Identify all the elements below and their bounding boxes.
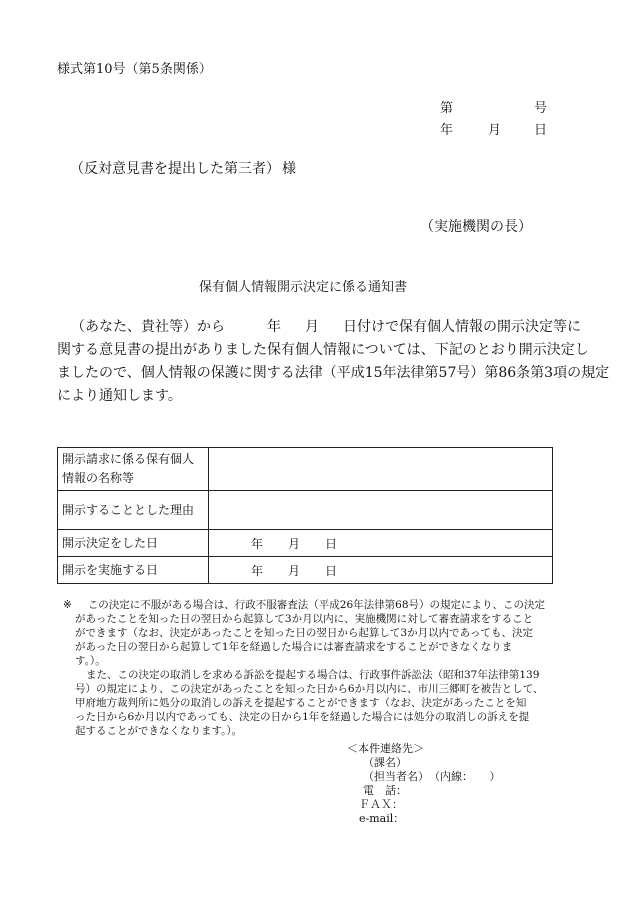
note-line: があったことを知った日の翌日から起算して3か月以内に、実施機関に対して審査請求をすること xyxy=(75,613,534,625)
row-value-document xyxy=(209,448,553,491)
row-label-disclosure-date: 開示を実施する日 xyxy=(58,557,209,584)
note-line: った日から6か月以内であっても、決定の日から1年を経過した場合には処分の取消しの訴えを提 xyxy=(75,711,530,723)
table-row xyxy=(58,448,553,491)
row-value-reason xyxy=(209,491,553,530)
table-row xyxy=(58,557,553,584)
note-line: す。）。 xyxy=(75,655,106,667)
row-value-decision-date: 年 月 日 xyxy=(209,530,553,557)
issuer: （実施機関の長） xyxy=(420,219,532,235)
doc-date-day: 日 xyxy=(534,123,548,138)
body-paragraph xyxy=(57,316,610,408)
doc-date-year: 年 xyxy=(440,123,454,138)
form-number: 様式第10号（第5条関係） xyxy=(57,62,212,77)
row-label-reason: 開示することとした理由 xyxy=(58,491,209,530)
body-line-1-year: 年 xyxy=(267,319,281,335)
recipient-honorific: 様 xyxy=(282,161,296,177)
contact-phone: 電 話： xyxy=(363,784,407,797)
note-line: ※ この決定に不服がある場合は、行政不服審査法（平成26年法律第68号）の規定により、この決定 xyxy=(63,599,546,611)
row-label-decision-date: 開示決定をした日 xyxy=(58,530,209,557)
table-row xyxy=(58,491,553,530)
note-line: ができます（なお、決定があったことを知った日の翌日から起算して3か月以内であっても、決定 xyxy=(75,627,533,639)
body-line-1 xyxy=(57,316,581,339)
row-value-disclosure-date: 年 月 日 xyxy=(209,557,553,584)
note-line: 号）の規定により、この決定があったことを知った日から6か月以内に、市川三郷町を被告として、 xyxy=(75,683,544,695)
body-line-3: ましたので、個人情報の保護に関する法律（平成15年法律第57号）第86条第3項の規定 xyxy=(57,365,610,381)
notes xyxy=(63,598,563,738)
body-line-1-post: 日付けで保有個人情報の開示決定等に xyxy=(343,319,581,335)
body-line-4: により通知します。 xyxy=(57,388,182,404)
contact-email: e-mail： xyxy=(359,812,405,825)
table-row xyxy=(58,530,553,557)
note-line: 起することができなくなります。）。 xyxy=(75,725,243,737)
info-table xyxy=(57,447,553,584)
contact-person: （担当者名） （内線： ） xyxy=(363,770,501,783)
note-mark: ※ xyxy=(63,599,72,611)
contact-block xyxy=(347,742,501,826)
doc-date-month: 月 xyxy=(488,123,502,138)
row-label-document: 開示請求に係る保有個人 情報の名称等 xyxy=(58,448,209,491)
note-line: また、この決定の取消しを求める訴訟を提起する場合は、行政事件訴訟法（昭和37年法律第139 xyxy=(86,669,540,681)
note-line: 甲府地方裁判所に処分の取消しの訴えを提起することができます（なお、決定があったことを知 xyxy=(75,697,527,709)
document-title: 保有個人情報開示決定に係る通知書 xyxy=(199,280,408,295)
note-line: があった日の翌日から起算して1年を経過した場合には審査請求をすることができなくなりま xyxy=(75,641,513,653)
recipient-label: （反対意見書を提出した第三者） xyxy=(70,161,280,177)
doc-number-prefix: 第 xyxy=(440,101,454,116)
contact-heading: ＜本件連絡先＞ xyxy=(347,742,424,755)
contact-dept: （課名） xyxy=(363,756,407,769)
doc-number-suffix: 号 xyxy=(534,101,548,116)
body-line-2: 関する意見書の提出がありました保有個人情報については、下記のとおり開示決定し xyxy=(57,342,589,358)
contact-fax: ＦＡＸ： xyxy=(359,798,403,811)
body-line-1-month: 月 xyxy=(305,319,319,335)
body-line-1-pre: （あなた、貴社等）から xyxy=(71,319,225,335)
